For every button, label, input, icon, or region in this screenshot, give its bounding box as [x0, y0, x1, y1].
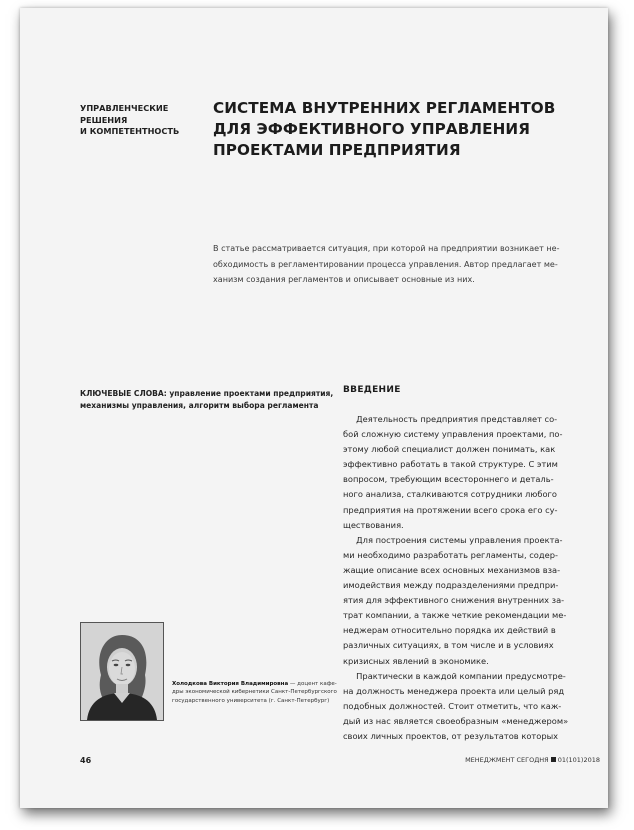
square-separator-icon — [551, 757, 556, 762]
body-line: кризисных явлений в экономике. — [343, 655, 489, 666]
running-footer — [440, 756, 600, 764]
body-text — [343, 412, 599, 744]
keywords — [80, 388, 334, 411]
body-line: трат компании, а также четкие рекомендации ме- — [343, 610, 567, 621]
title-line: ПРОЕКТАМИ ПРЕДПРИЯТИЯ — [213, 141, 461, 159]
body-line: подобных должностей. Стоит отметить, что каж- — [343, 700, 562, 711]
journal-page — [20, 8, 608, 808]
abstract-line: В статье рассматривается ситуация, при которой на предприятии возникает не- — [213, 244, 560, 253]
author-portrait-icon — [81, 623, 163, 720]
author-photo — [80, 622, 164, 721]
author-line: дры экономической кибернетики Санкт-Петербургского — [172, 689, 337, 696]
body-line: Практически в каждой компании предусмотре- — [343, 670, 566, 681]
section-rubric — [80, 103, 200, 138]
body-line: ществования. — [343, 519, 404, 530]
article-abstract — [213, 241, 593, 288]
body-line: эффективно работать в такой структуре. С этим — [343, 459, 558, 470]
rubric-line: РЕШЕНИЯ — [80, 114, 128, 125]
author-line — [172, 680, 337, 688]
body-line: этому любой специалист должен понимать, как — [343, 444, 556, 455]
rubric-line: УПРАВЛЕНЧЕСКИЕ — [80, 103, 169, 113]
keywords-line: КЛЮЧЕВЫЕ СЛОВА: управление проектами предприятия, — [80, 389, 334, 398]
section-heading: ВВЕДЕНИЕ — [343, 385, 401, 395]
body-line: различных ситуациях, в том числе и в условиях — [343, 640, 554, 651]
body-line: жащие описание всех основных механизмов вза- — [343, 564, 561, 575]
page-number: 46 — [80, 756, 92, 765]
body-line: дый из нас является своеобразным «менеджером» — [343, 715, 569, 726]
keywords-line: механизмы управления, алгоритм выбора регламента — [80, 400, 319, 410]
article-title — [213, 98, 593, 161]
author-info — [172, 680, 337, 705]
abstract-line: обходимость в регламентировании процесса управления. Автор предлагает ме- — [213, 259, 558, 269]
body-line: Деятельность предприятия представляет со- — [343, 414, 558, 424]
author-line: государственного университета (г. Санкт-Петербург) — [172, 697, 330, 704]
body-line: бой сложную систему управления проектами, по- — [343, 429, 563, 440]
author-position: — доцент кафе- — [288, 681, 337, 687]
body-line: ми необходимо разработать регламенты, содер- — [343, 549, 558, 560]
abstract-line: ханизм создания регламентов и описывает основные из них. — [213, 275, 475, 284]
title-line: СИСТЕМА ВНУТРЕННИХ РЕГЛАМЕНТОВ — [213, 99, 556, 117]
body-line: на должность менеджера проекта или целый ряд — [343, 685, 565, 696]
body-line: ятия для эффективного снижения внутренних за- — [343, 595, 565, 606]
title-line: ДЛЯ ЭФФЕКТИВНОГО УПРАВЛЕНИЯ — [213, 120, 531, 138]
body-line: своих личных проектов, от результатов которых — [343, 730, 559, 741]
author-name: Холодкова Виктория Владимировна — [172, 681, 289, 687]
body-line: неджерам относительно порядка их действий в — [343, 625, 556, 636]
body-line: имодействия между подразделениями предпри- — [343, 580, 559, 591]
body-line: предприятия на протяжении всего срока его су- — [343, 504, 558, 515]
rubric-line: И КОМПЕТЕНТНОСТЬ — [80, 126, 180, 136]
body-line: Для построения системы управления проекта- — [343, 534, 563, 545]
journal-issue: 01(101)2018 — [557, 756, 600, 764]
journal-name: МЕНЕДЖМЕНТ СЕГОДНЯ — [465, 756, 549, 764]
body-line: ного анализа, сталкиваются сотрудники любого — [343, 489, 557, 500]
body-line: вопросом, требующим всестороннего и деталь- — [343, 474, 554, 485]
